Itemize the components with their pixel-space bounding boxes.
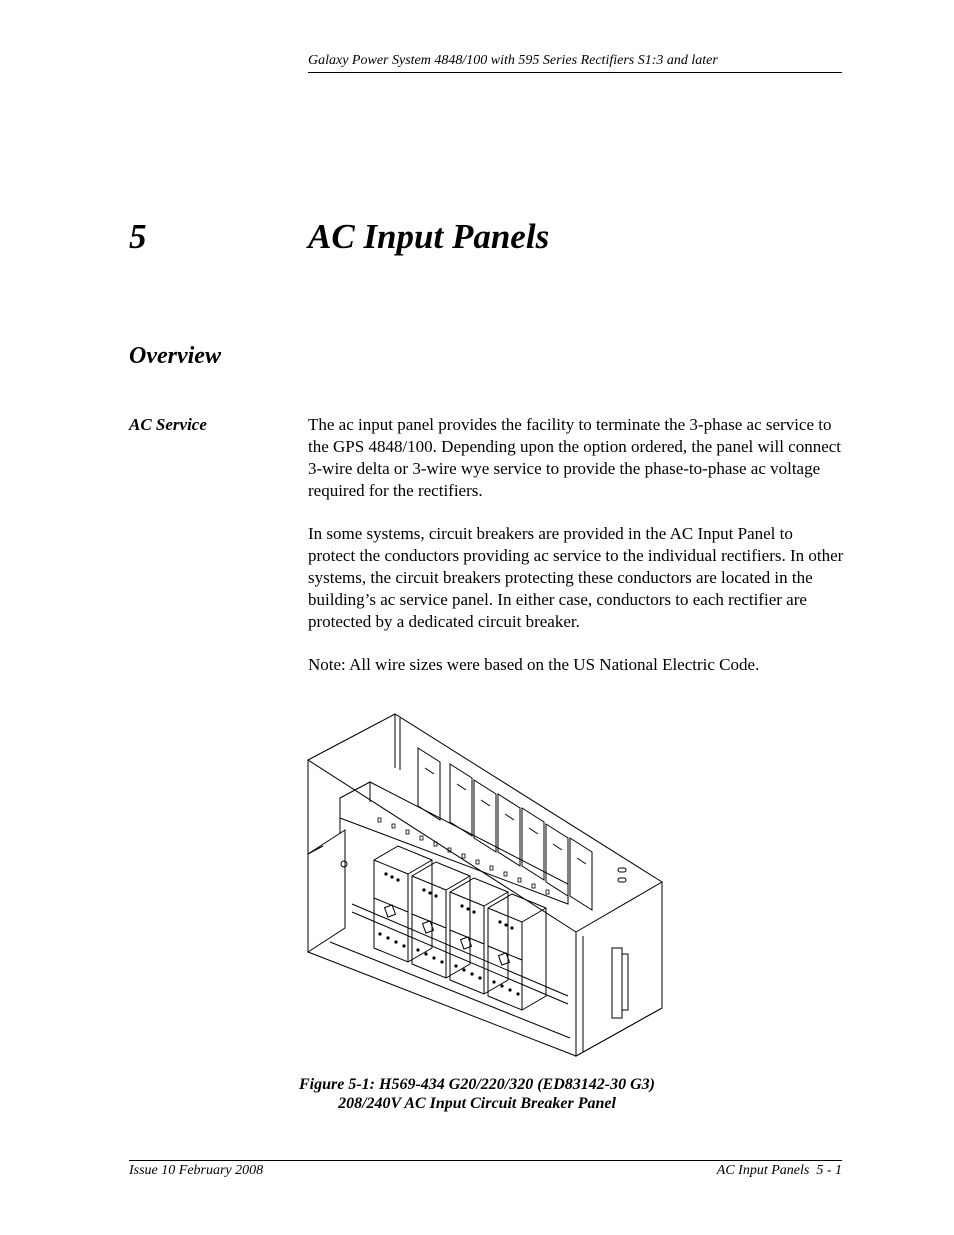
side-heading-ac-service: AC Service	[129, 415, 207, 434]
figure-caption-line1: Figure 5-1: H569-434 G20/220/320 (ED83142-30 G3)	[299, 1076, 655, 1093]
figure-caption-line2: 208/240V AC Input Circuit Breaker Panel	[338, 1095, 616, 1112]
body-text	[308, 414, 844, 697]
header-rule	[308, 72, 842, 73]
section-title: Overview	[129, 343, 221, 369]
paragraph-circuit-breakers: In some systems, circuit breakers are provided in the AC Input Panel to protect the conductors providing ac service to the individual rectifiers. In other systems, the circuit breakers protecting these conductors are located in the building’s ac service panel. In either case, conductors to each rectifier are protected by a dedicated circuit breaker.	[308, 524, 844, 631]
footer-issue-date: Issue 10 February 2008	[129, 1163, 264, 1178]
chapter-number: 5	[129, 217, 147, 256]
paragraph-ac-input-panel: The ac input panel provides the facility to terminate the 3-phase ac service to the GPS 4848/100. Depending upon the option ordered, the panel will connect 3-wire delta or 3-wire wye service to provide the phase-to-phase ac voltage required for the rectifiers.	[308, 415, 842, 500]
running-header: Galaxy Power System 4848/100 with 595 Series Rectifiers S1:3 and later	[308, 53, 718, 68]
chapter-title: AC Input Panels	[308, 217, 550, 256]
ac-input-panel-drawing	[300, 708, 670, 1060]
footer-rule	[129, 1160, 842, 1161]
figure-caption	[200, 1075, 754, 1113]
paragraph-note: Note: All wire sizes were based on the US National Electric Code.	[308, 655, 760, 674]
footer-page-number: AC Input Panels 5 - 1	[716, 1163, 842, 1178]
